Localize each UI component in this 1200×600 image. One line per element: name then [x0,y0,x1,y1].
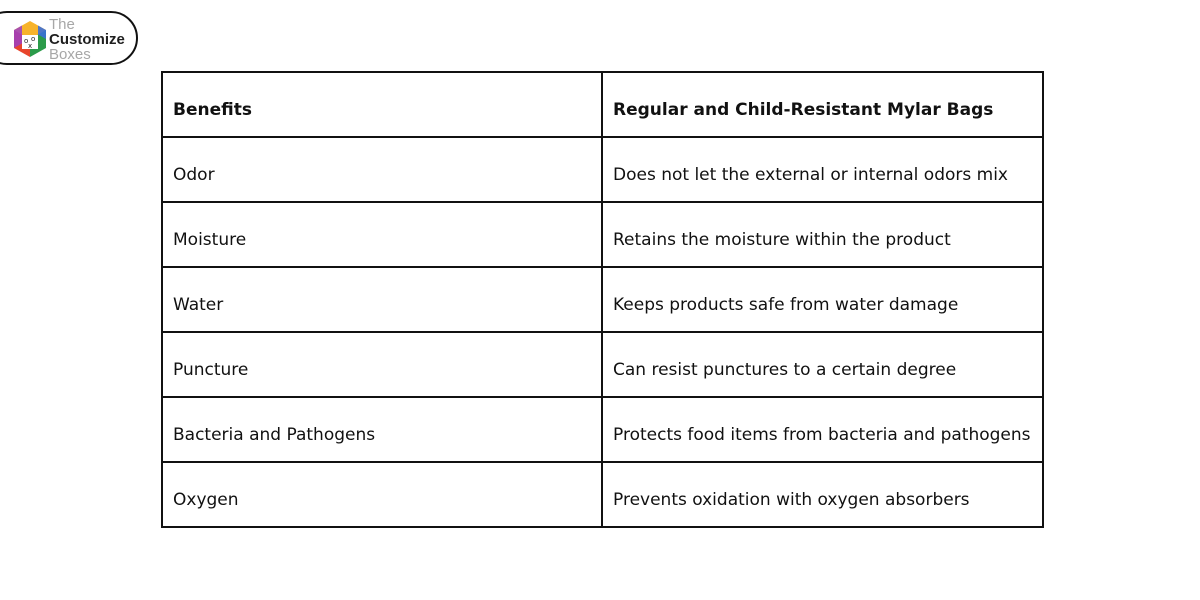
benefit-cell: Puncture [162,332,602,397]
description-cell: Can resist punctures to a certain degree [602,332,1043,397]
svg-text:o: o [31,35,36,43]
description-cell: Retains the moisture within the product [602,202,1043,267]
logo-cube-icon [10,19,50,59]
benefit-cell: Odor [162,137,602,202]
description-cell: Keeps products safe from water damage [602,267,1043,332]
description-cell: Protects food items from bacteria and pathogens [602,397,1043,462]
table-row [162,462,1043,527]
logo-wordmark [49,17,125,62]
logo-line-3: Boxes [49,46,91,63]
svg-text:o: o [24,37,29,45]
header-mylar-bags: Regular and Child-Resistant Mylar Bags [602,72,1043,137]
brand-logo[interactable] [0,11,138,65]
benefit-cell: Moisture [162,202,602,267]
table-row [162,332,1043,397]
logo-line-2: Customize [49,31,125,48]
table-header-row [162,72,1043,137]
table-row [162,137,1043,202]
table-row [162,202,1043,267]
header-benefits: Benefits [162,72,602,137]
svg-text:x: x [28,42,33,50]
benefits-table [161,71,1044,528]
logo-line-1: The [49,16,75,33]
benefit-cell: Oxygen [162,462,602,527]
description-cell: Does not let the external or internal odors mix [602,137,1043,202]
benefit-cell: Bacteria and Pathogens [162,397,602,462]
table-row [162,267,1043,332]
description-cell: Prevents oxidation with oxygen absorbers [602,462,1043,527]
table-row [162,397,1043,462]
benefit-cell: Water [162,267,602,332]
